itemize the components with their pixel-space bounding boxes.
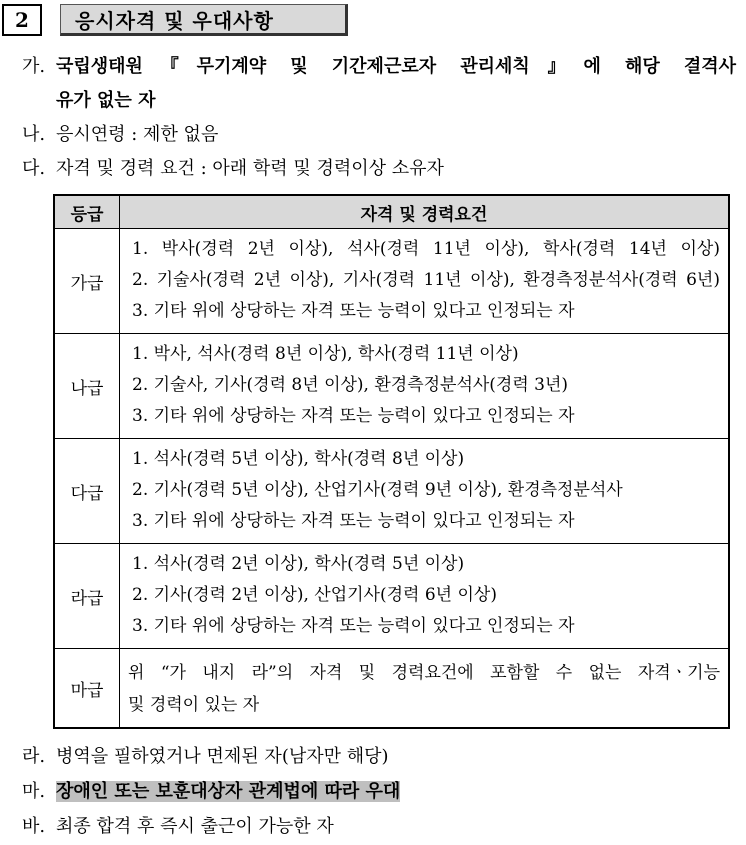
header-grade: 등급 [54, 195, 120, 229]
grade-cell: 가급 [54, 229, 120, 334]
requirement-line: 위 “가 내지 라”의 자격 및 경력요건에 포함할 수 없는 자격ㆍ기능 [128, 663, 720, 683]
requirement-line: 2. 기술사, 기사(경력 8년 이상), 환경측정분석사(경력 3년) [132, 375, 569, 395]
requirement-line: 2. 기사(경력 2년 이상), 산업기사(경력 6년 이상) [132, 585, 497, 605]
requirement-line: 2. 기술사(경력 2년 이상), 기사(경력 11년 이상), 환경측정분석사(경력 6년) [132, 270, 720, 290]
requirement-line: 1. 석사(경력 2년 이상), 학사(경력 5년 이상) [132, 554, 465, 574]
requirement-line: 1. 박사(경력 2년 이상), 석사(경력 11년 이상), 학사(경력 14년 이상) [132, 239, 720, 259]
requirement-line: 3. 기타 위에 상당하는 자격 또는 능력이 있다고 인정되는 자 [132, 301, 575, 321]
grade-cell: 마급 [54, 649, 120, 729]
requirements-cell [120, 544, 730, 649]
requirement-line: 및 경력이 있는 자 [128, 695, 260, 715]
item-ra-text: 병역을 필하였거나 면제된 자(남자만 해당) [56, 746, 389, 767]
item-mark: 라. [22, 746, 46, 767]
requirement-line: 3. 기타 위에 상당하는 자격 또는 능력이 있다고 인정되는 자 [132, 406, 575, 426]
item-ma [22, 777, 400, 803]
requirements-cell [120, 439, 730, 544]
item-mark: 마. [22, 781, 46, 802]
requirements-cell [120, 649, 730, 729]
item-na [22, 120, 218, 146]
item-ma-text: 장애인 또는 보훈대상자 관계법에 따라 우대 [56, 781, 401, 802]
requirement-line: 2. 기사(경력 5년 이상), 산업기사(경력 9년 이상), 환경측정분석사 [132, 480, 623, 500]
item-ga-line2: 유가 없는 자 [56, 90, 156, 111]
requirement-line: 3. 기타 위에 상당하는 자격 또는 능력이 있다고 인정되는 자 [132, 511, 575, 531]
requirements-table [53, 194, 730, 729]
item-mark: 나. [22, 124, 46, 145]
item-ba-text: 최종 합격 후 즉시 출근이 가능한 자 [56, 816, 334, 837]
grade-cell: 라급 [54, 544, 120, 649]
item-ga [22, 52, 736, 78]
requirements-cell [120, 334, 730, 439]
item-ra [22, 742, 389, 768]
item-mark: 다. [22, 158, 46, 179]
requirement-line: 1. 박사, 석사(경력 8년 이상), 학사(경력 11년 이상) [132, 344, 519, 364]
item-da [22, 154, 444, 180]
section-title: 응시자격 및 우대사항 [60, 4, 348, 36]
requirement-line: 3. 기타 위에 상당하는 자격 또는 능력이 있다고 인정되는 자 [132, 616, 575, 636]
table-row [54, 334, 729, 439]
section-header [2, 4, 348, 36]
requirements-cell [120, 229, 730, 334]
table-header-row [54, 195, 729, 229]
item-da-text: 자격 및 경력 요건 : 아래 학력 및 경력이상 소유자 [56, 158, 444, 179]
item-mark: 가. [22, 56, 46, 77]
grade-cell: 다급 [54, 439, 120, 544]
item-ga-line1: 국립생태원『무기계약 및 기간제근로자 관리세칙』에 해당 결격사 [56, 56, 736, 77]
table-row [54, 649, 729, 729]
requirement-line: 1. 석사(경력 5년 이상), 학사(경력 8년 이상) [132, 449, 465, 469]
table-row [54, 229, 729, 334]
grade-cell: 나급 [54, 334, 120, 439]
item-na-text: 응시연령 : 제한 없음 [56, 124, 219, 145]
table-row [54, 439, 729, 544]
item-mark: 바. [22, 816, 46, 837]
item-ba [22, 812, 334, 838]
header-requirements: 자격 및 경력요건 [120, 195, 730, 229]
table-row [54, 544, 729, 649]
section-number: 2 [2, 4, 42, 36]
